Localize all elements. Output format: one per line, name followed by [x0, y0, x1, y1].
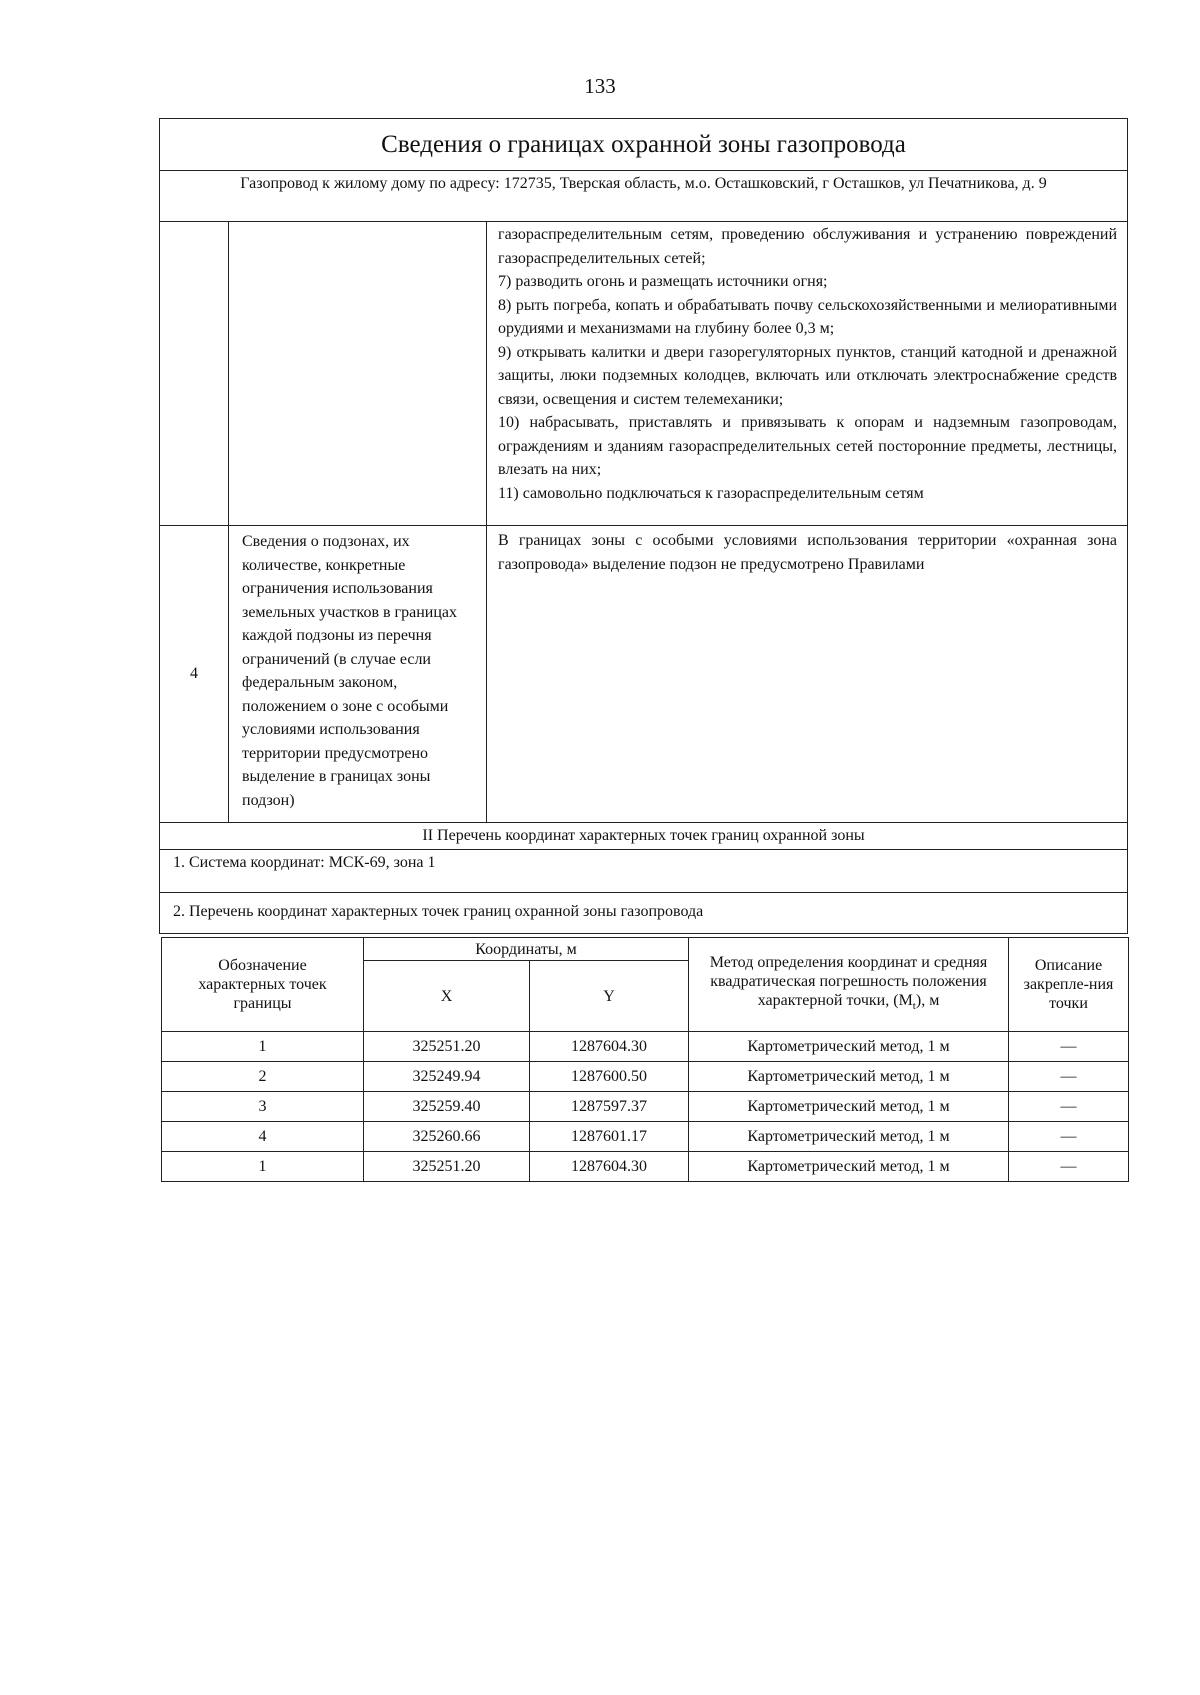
restrictions-number-cell: [160, 222, 229, 526]
restriction-line: 11) самовольно подключаться к газораспределительным сетям: [498, 484, 924, 502]
desc-cell: —: [1009, 1032, 1129, 1062]
desc-cell: —: [1009, 1122, 1129, 1152]
col-desc-header: Описание закрепле-ния точки: [1009, 938, 1129, 1032]
subzones-label: Сведения о подзонах, их количестве, конкретные ограничения использования земельных участков в границах каждой подзоны из перечня ограничений (в случае если федеральным законом, положением о зоне с особыми условиями использования территории предусмотрено выделение в границах зоны подзон): [229, 526, 487, 823]
restrictions-text: [487, 222, 1128, 526]
coordinate-system: 1. Система координат: МСК-69, зона 1: [160, 850, 1128, 893]
table-row: [162, 1152, 1129, 1182]
y-cell: 1287601.17: [530, 1122, 689, 1152]
desc-cell: —: [1009, 1092, 1129, 1122]
restriction-line: 9) открывать калитки и двери газорегуляторных пунктов, станций катодной и дренажной защиты, люки подземных колодцев, включать или отключать электроснабжение средств связи, освещения и систем телемеханики;: [498, 343, 1118, 408]
x-cell: 325251.20: [364, 1032, 530, 1062]
table-row: [162, 1092, 1129, 1122]
section-2-title: II Перечень координат характерных точек границ охранной зоны: [160, 823, 1128, 850]
table-row: [162, 1032, 1129, 1062]
restriction-line: 8) рыть погреба, копать и обрабатывать почву сельскохозяйственными и мелиоративными орудиями и механизмами на глубину более 0,3 м;: [498, 296, 1118, 337]
x-cell: 325260.66: [364, 1122, 530, 1152]
desc-cell: —: [1009, 1152, 1129, 1182]
restriction-line: газораспределительным сетям, проведению обслуживания и устранению повреждений газораспределительных сетей;: [498, 226, 1118, 267]
table-row: [162, 1122, 1129, 1152]
restrictions-row: [160, 222, 1128, 526]
col-coords-header: Координаты, м: [364, 938, 689, 961]
y-cell: 1287604.30: [530, 1032, 689, 1062]
point-cell: 3: [162, 1092, 364, 1122]
y-cell: 1287600.50: [530, 1062, 689, 1092]
method-cell: Картометрический метод, 1 м: [689, 1092, 1009, 1122]
coordinates-list-title: 2. Перечень координат характерных точек границ охранной зоны газопровода: [160, 893, 1128, 934]
page-number: 133: [584, 74, 616, 98]
row-number: 4: [160, 526, 229, 823]
coordinates-table: [161, 937, 1129, 1182]
restriction-line: 10) набрасывать, приставлять и привязывать к опорам и надземным газопроводам, ограждениям и зданиям газораспределительных сетей посторонние предметы, лестницы, влезать на них;: [498, 414, 1118, 478]
y-cell: 1287604.30: [530, 1152, 689, 1182]
document-title: Сведения о границах охранной зоны газопровода: [160, 119, 1128, 171]
zone-info-table: [159, 118, 1128, 934]
restrictions-name-cell: [229, 222, 487, 526]
x-cell: 325251.20: [364, 1152, 530, 1182]
col-x-header: X: [364, 961, 530, 1032]
col-y-header: Y: [530, 961, 689, 1032]
method-cell: Картометрический метод, 1 м: [689, 1122, 1009, 1152]
point-cell: 1: [162, 1032, 364, 1062]
point-cell: 1: [162, 1152, 364, 1182]
x-cell: 325259.40: [364, 1092, 530, 1122]
point-cell: 4: [162, 1122, 364, 1152]
object-address: Газопровод к жилому дому по адресу: 172735, Тверская область, м.о. Осташковский, г Осташков, ул Печатникова, д. 9: [160, 171, 1128, 222]
col-method-header: Метод определения координат и средняя квадратическая погрешность положения характерной точки, $(M_t)$, м: [689, 938, 1009, 1032]
table-row: [162, 1062, 1129, 1092]
restriction-line: 7) разводить огонь и размещать источники огня;: [498, 273, 828, 290]
x-cell: 325249.94: [364, 1062, 530, 1092]
desc-cell: —: [1009, 1062, 1129, 1092]
point-cell: 2: [162, 1062, 364, 1092]
col-point-header: Обозначение характерных точек границы: [162, 938, 364, 1032]
subzones-value: В границах зоны с особыми условиями использования территории «охранная зона газопровода» выделение подзон не предусмотрено Правилами: [487, 526, 1128, 823]
method-cell: Картометрический метод, 1 м: [689, 1062, 1009, 1092]
method-cell: Картометрический метод, 1 м: [689, 1152, 1009, 1182]
y-cell: 1287597.37: [530, 1092, 689, 1122]
method-cell: Картометрический метод, 1 м: [689, 1032, 1009, 1062]
subzones-row: [160, 526, 1128, 823]
